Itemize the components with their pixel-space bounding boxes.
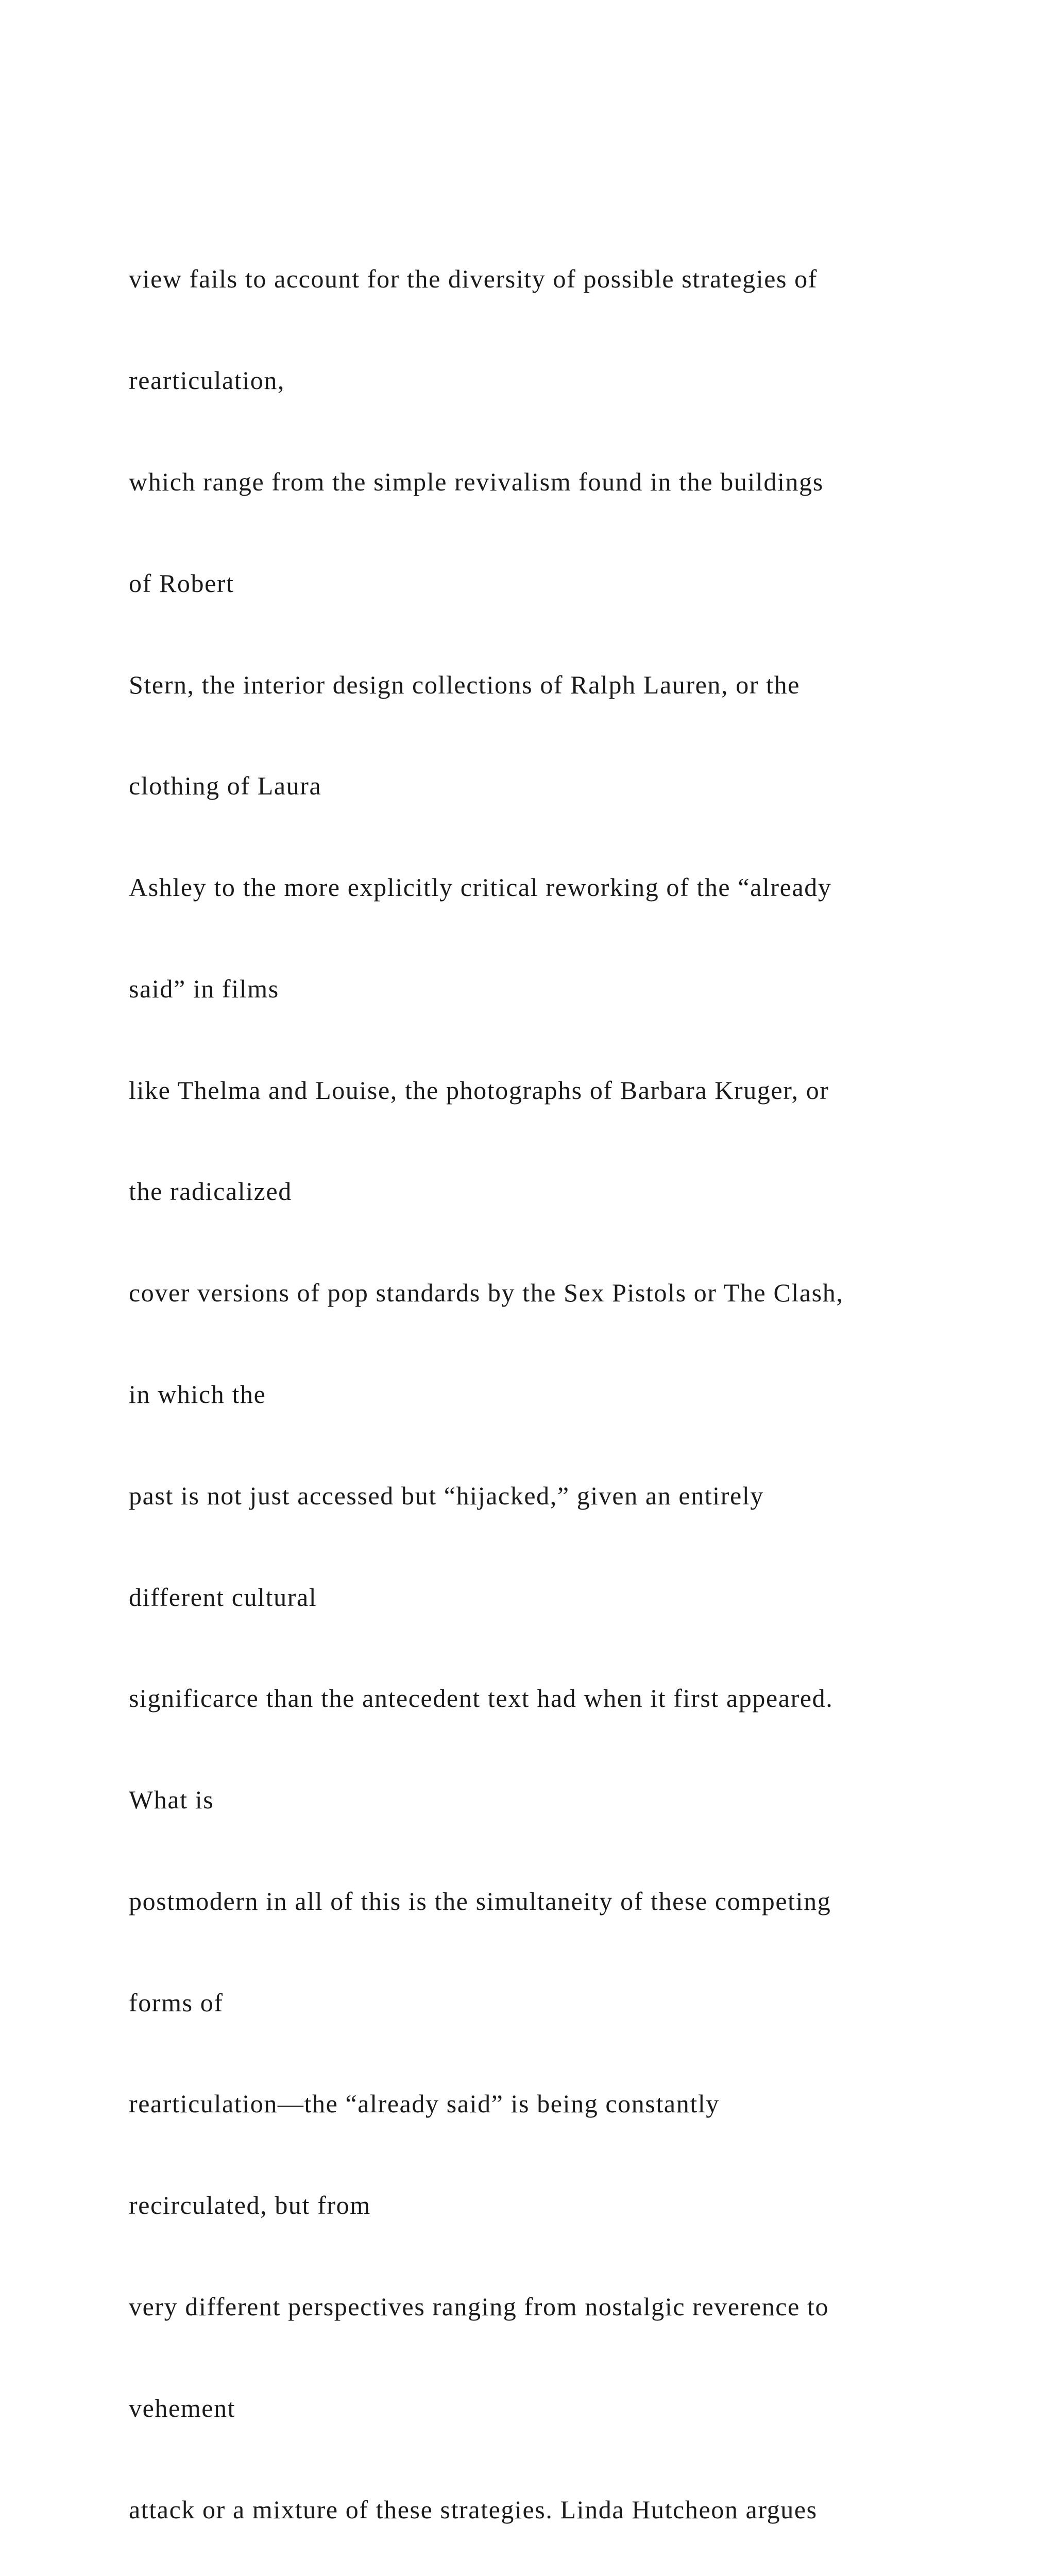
text-line: recirculated, but from (129, 2191, 371, 2220)
text-line: Stern, the interior design collections of Ralph Lauren, or the (129, 670, 801, 699)
text-line: What is (129, 1785, 214, 1815)
text-line: like Thelma and Louise, the photographs of Barbara Kruger, or (129, 1075, 829, 1105)
text-line: postmodern in all of this is the simultaneity of these competing (129, 1886, 831, 1916)
text-line: which range from the simple revivalism found in the buildings (129, 467, 824, 496)
text-line: rearticulation, (129, 366, 285, 395)
text-line: in which the (129, 1379, 266, 1409)
text-line: rearticulation—the “already said” is being constantly (129, 2089, 720, 2119)
body-text (129, 127, 1005, 2576)
text-line: Ashley to the more explicitly critical reworking of the “already (129, 873, 832, 902)
text-line: forms of (129, 1988, 224, 2017)
text-line: said” in films (129, 974, 279, 1003)
paragraph-1 (129, 195, 1005, 2576)
text-line: of Robert (129, 568, 234, 598)
text-line: past is not just accessed but “hijacked,” given an entirely (129, 1481, 764, 1510)
text-line: vehement (129, 2393, 236, 2422)
text-line: clothing of Laura (129, 771, 322, 801)
text-line: attack or a mixture of these strategies. Linda Hutcheon argues (129, 2495, 818, 2524)
text-line: cover versions of pop standards by the Sex Pistols or The Clash, (129, 1278, 844, 1308)
text-line: very different perspectives ranging from nostalgic reverence to (129, 2292, 829, 2321)
text-line: different cultural (129, 1582, 317, 1612)
text-line: view fails to account for the diversity of possible strategies of (129, 264, 818, 294)
text-line: significarce than the antecedent text had when it first appeared. (129, 1684, 833, 1713)
text-line: the radicalized (129, 1177, 292, 1206)
